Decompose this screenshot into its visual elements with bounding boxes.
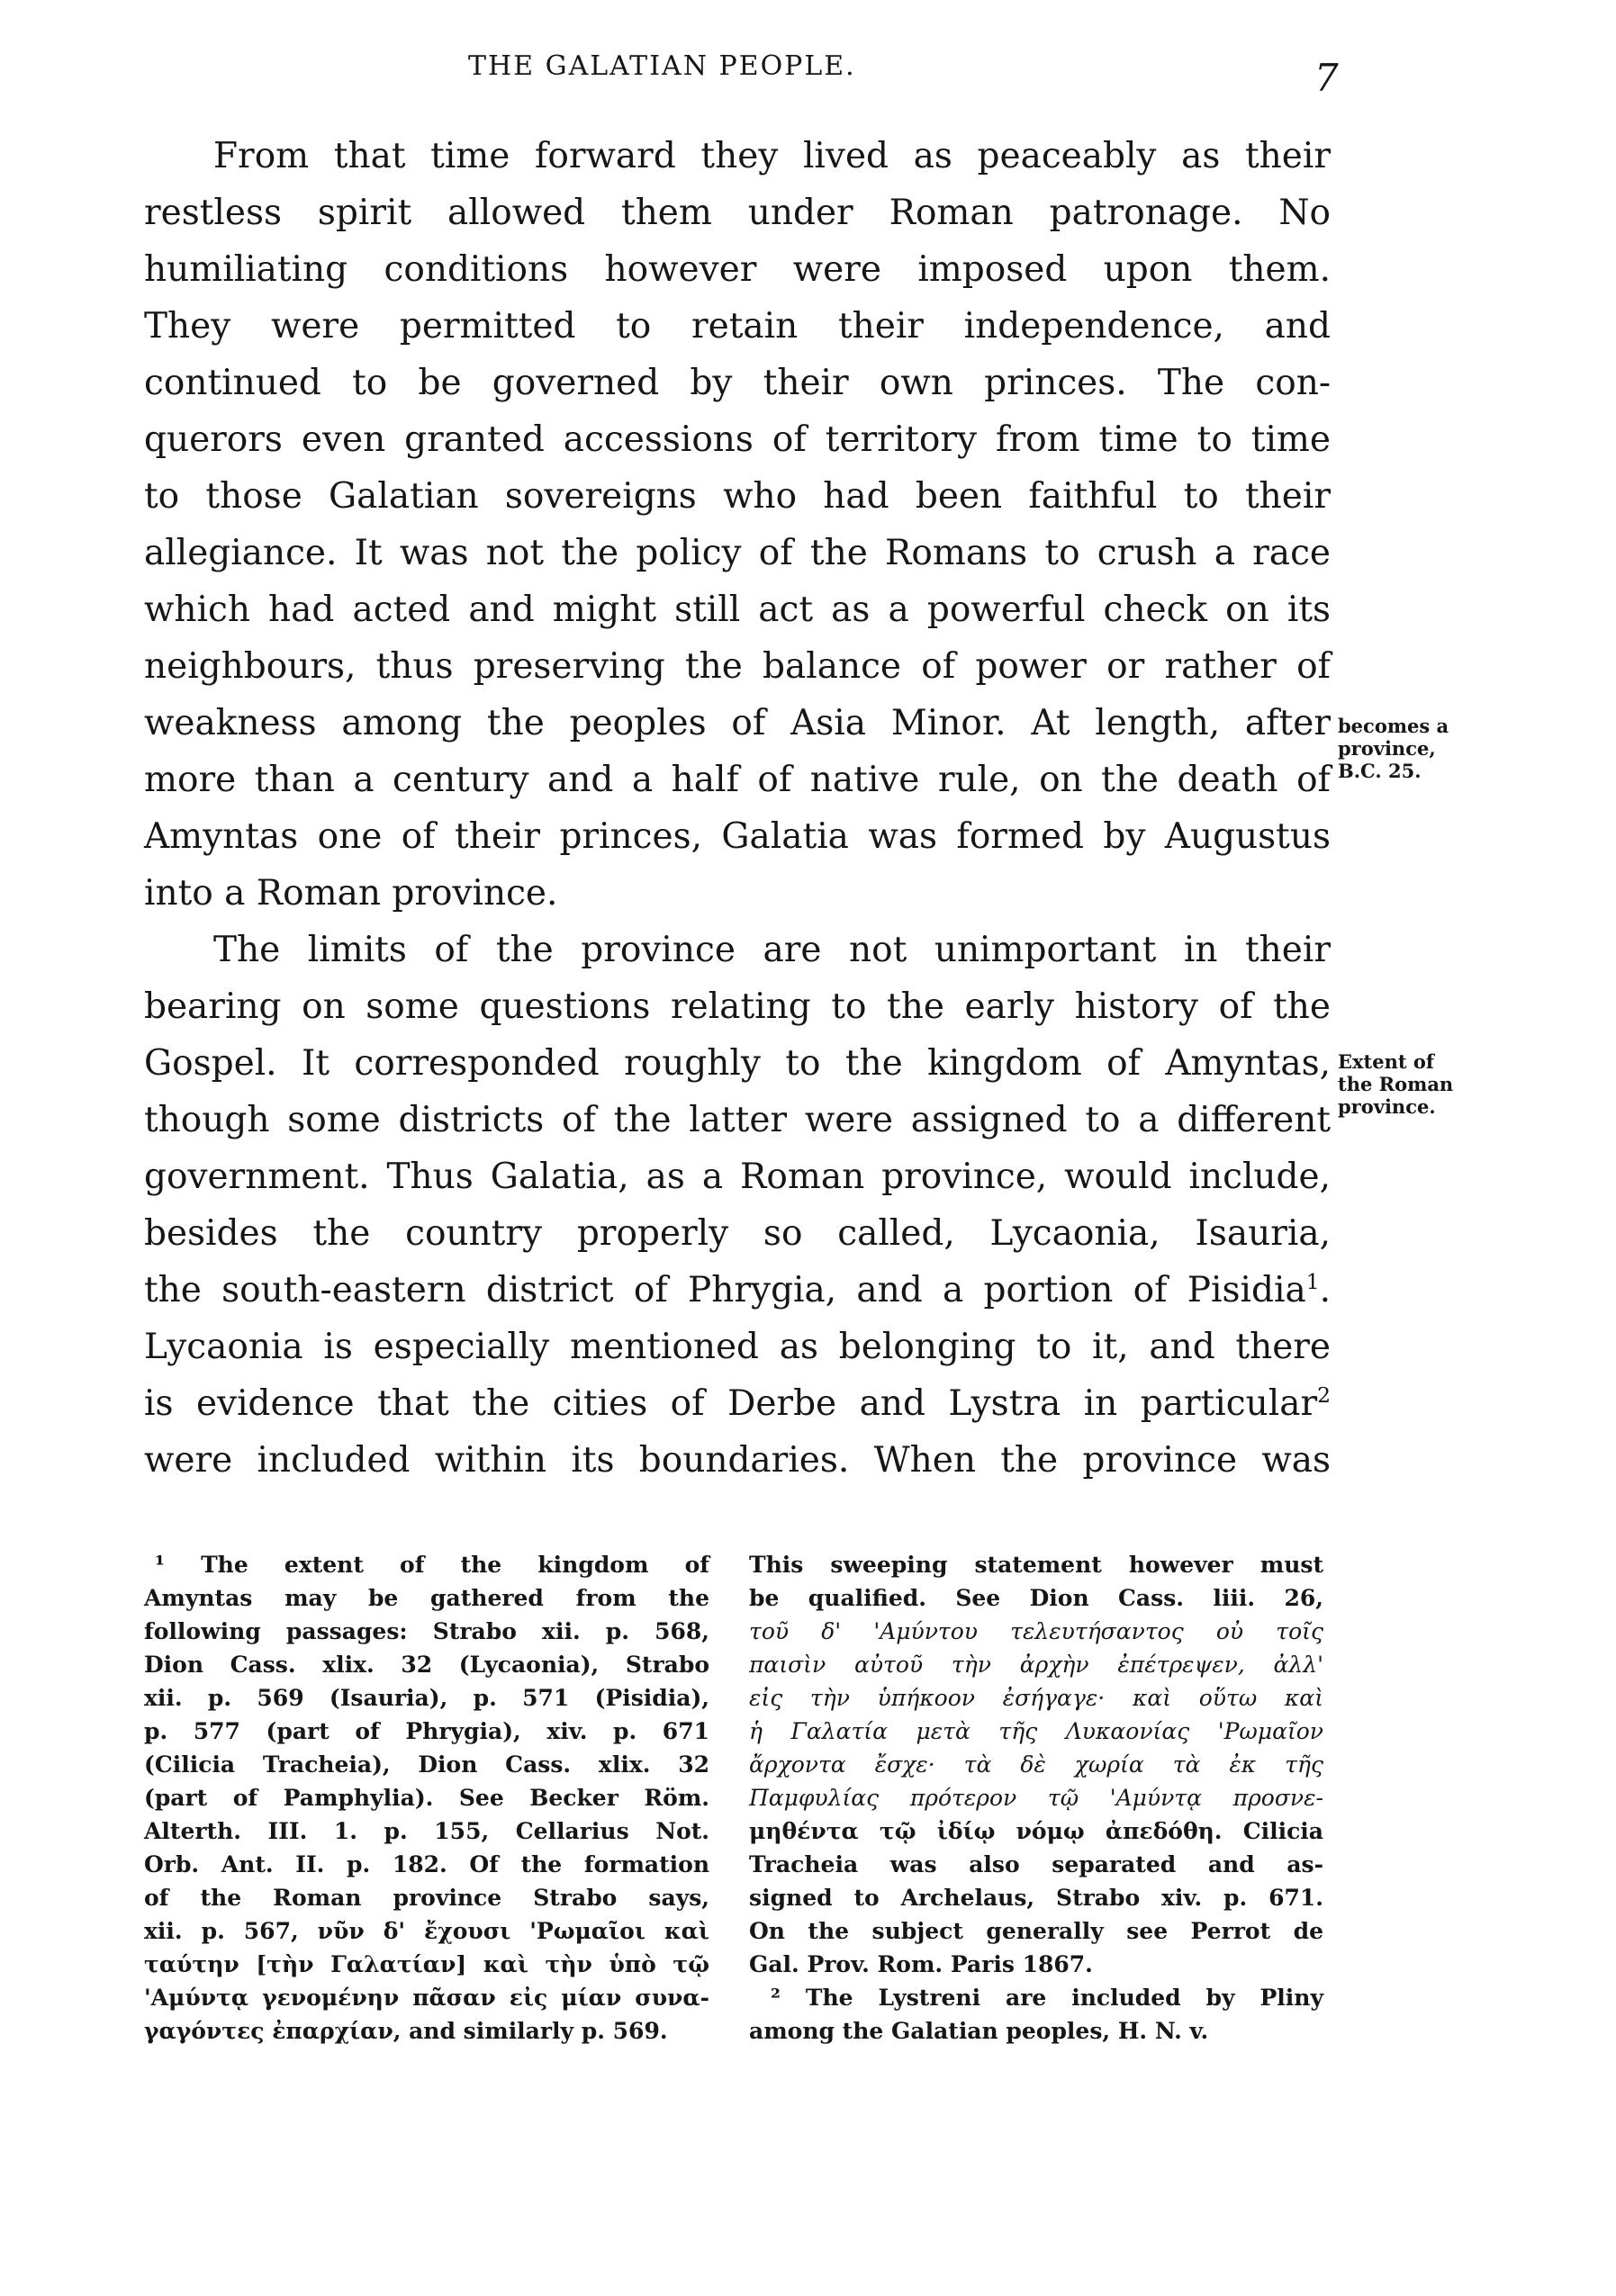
body-line: into a Roman province. xyxy=(144,873,558,914)
sidenote-line: B.C. 25. xyxy=(1338,760,1422,782)
footnote-line: Dion Cass. xlix. 32 (Lycaonia), Strabo xyxy=(144,1652,709,1678)
sidenote-line: the Roman xyxy=(1338,1073,1454,1095)
body-line: Lycaonia is especially mentioned as belonging to it, and there xyxy=(144,1327,1331,1367)
footnote-line: Amyntas may be gathered from the xyxy=(144,1585,709,1611)
page-number: 7 xyxy=(1314,56,1339,100)
body-line: Amyntas one of their princes, Galatia was formed by Augustus xyxy=(144,816,1331,857)
footnote-line: Gal. Prov. Rom. Paris 1867. xyxy=(749,1951,1093,1977)
body-line: They were permitted to retain their independence, and xyxy=(144,306,1331,347)
footnote-line: ταύτην [τὴν Γαλατίαν] καὶ τὴν ὑπὸ τῷ xyxy=(144,1951,709,1977)
body-line: weakness among the peoples of Asia Minor. At length, after xyxy=(144,703,1331,743)
footnote-line-greek: ἡ Γαλατία μετὰ τῆς Λυκαονίας 'Ρωμαῖον xyxy=(749,1718,1323,1744)
body-line: besides the country properly so called, Lycaonia, Isauria, xyxy=(144,1213,1331,1254)
body-line: The limits of the province are not unimportant in their xyxy=(213,930,1331,970)
footnote-line: following passages: Strabo xii. p. 568, xyxy=(144,1618,709,1644)
body-line: though some districts of the latter were assigned to a different xyxy=(144,1100,1331,1140)
body-line: From that time forward they lived as peaceably as their xyxy=(213,136,1331,176)
footnote-line: Tracheia was also separated and as- xyxy=(749,1851,1323,1877)
body-line: continued to be governed by their own princes. The con- xyxy=(144,363,1331,403)
body-line: neighbours, thus preserving the balance of power or rather of xyxy=(144,646,1331,687)
footnote-line: ² The Lystreni are included by Pliny xyxy=(771,1985,1323,2011)
footnote-line: p. 577 (part of Phrygia), xiv. p. 671 xyxy=(144,1718,709,1744)
sidenote-line: province, xyxy=(1338,737,1436,760)
body-line-with-footnote xyxy=(144,1377,1331,1431)
footnote-line: Orb. Ant. II. p. 182. Of the formation xyxy=(144,1851,709,1877)
footnote-line-greek: ἄρχοντα ἔσχε· τὰ δὲ χωρία τὰ ἐκ τῆς xyxy=(749,1751,1323,1778)
footnote-line: 'Αμύντᾳ γενομένην πᾶσαν εἰς μίαν συνα- xyxy=(144,1985,709,2011)
footnote-line-greek: τοῦ δ' 'Αμύντου τελευτήσαντος οὐ τοῖς xyxy=(749,1618,1323,1644)
body-line-text: is evidence that the cities of Derbe and Lystra in particular xyxy=(144,1383,1318,1424)
body-line: which had acted and might still act as a powerful check on its xyxy=(144,590,1331,630)
footnote-line: (part of Pamphylia). See Becker Röm. xyxy=(144,1785,709,1811)
sidenote-line: Extent of xyxy=(1338,1050,1434,1073)
footnote-line: xii. p. 567, νῦν δ' ἔχουσι 'Ρωμαῖοι καὶ xyxy=(144,1918,709,1944)
footnote-line-greek: Παμφυλίας πρότερον τῷ 'Αμύντᾳ προσνε- xyxy=(749,1785,1323,1811)
body-line: bearing on some questions relating to the early history of the xyxy=(144,986,1331,1027)
sidenote-line: province. xyxy=(1338,1095,1436,1118)
footnote-mark: 1 xyxy=(1305,1269,1320,1294)
body-line-with-footnote: the south-eastern district of Phrygia, and a portion of Pisidia$^1$. xyxy=(144,1269,1331,1310)
footnote-line: be qualified. See Dion Cass. liii. 26, xyxy=(749,1585,1323,1611)
body-line: querors even granted accessions of territory from time to time xyxy=(144,419,1331,460)
body-line: allegiance. It was not the policy of the Romans to crush a race xyxy=(144,533,1331,573)
body-line: more than a century and a half of native rule, on the death of xyxy=(144,760,1331,800)
running-title: THE GALATIAN PEOPLE. xyxy=(468,50,856,82)
footnote-line: Alterth. III. 1. p. 155, Cellarius Not. xyxy=(144,1818,709,1844)
footnote-line-greek: παισὶν αὐτοῦ τὴν ἀρχὴν ἐπέτρεψεν, ἀλλ' xyxy=(749,1652,1323,1678)
footnote-mark: 2 xyxy=(1317,1382,1331,1408)
footnote-line: ¹ The extent of the kingdom of xyxy=(155,1552,709,1578)
footnote-line: of the Roman province Strabo says, xyxy=(144,1885,709,1911)
body-line: restless spirit allowed them under Roman patronage. No xyxy=(144,193,1331,233)
body-line: Gospel. It corresponded roughly to the kingdom of Amyntas, xyxy=(144,1043,1331,1084)
body-line: humiliating conditions however were imposed upon them. xyxy=(144,249,1331,290)
footnote-line: On the subject generally see Perrot de xyxy=(749,1918,1323,1944)
footnote-line: γαγόντες ἐπαρχίαν, and similarly p. 569. xyxy=(144,2018,668,2044)
body-line: were included within its boundaries. When the province was xyxy=(144,1440,1331,1481)
body-line-text: the south-eastern district of Phrygia, and a portion of Pisidia xyxy=(144,1270,1306,1310)
sidenote-line: becomes a xyxy=(1338,715,1449,737)
footnote-line: xii. p. 569 (Isauria), p. 571 (Pisidia), xyxy=(144,1685,709,1711)
body-line: to those Galatian sovereigns who had been faithful to their xyxy=(144,476,1331,517)
footnote-line: (Cilicia Tracheia), Dion Cass. xlix. 32 xyxy=(144,1751,709,1778)
footnote-line: μηθέντα τῷ ἰδίῳ νόμῳ ἀπεδόθη. Cilicia xyxy=(749,1818,1323,1844)
footnote-line: This sweeping statement however must xyxy=(749,1552,1323,1578)
footnote-line-greek: εἰς τὴν ὑπήκοον ἐσήγαγε· καὶ οὕτω καὶ xyxy=(749,1685,1323,1711)
footnote-line: among the Galatian peoples, H. N. v. xyxy=(749,2018,1209,2044)
body-line: government. Thus Galatia, as a Roman province, would include, xyxy=(144,1157,1331,1197)
footnote-line: signed to Archelaus, Strabo xiv. p. 671. xyxy=(749,1885,1323,1911)
